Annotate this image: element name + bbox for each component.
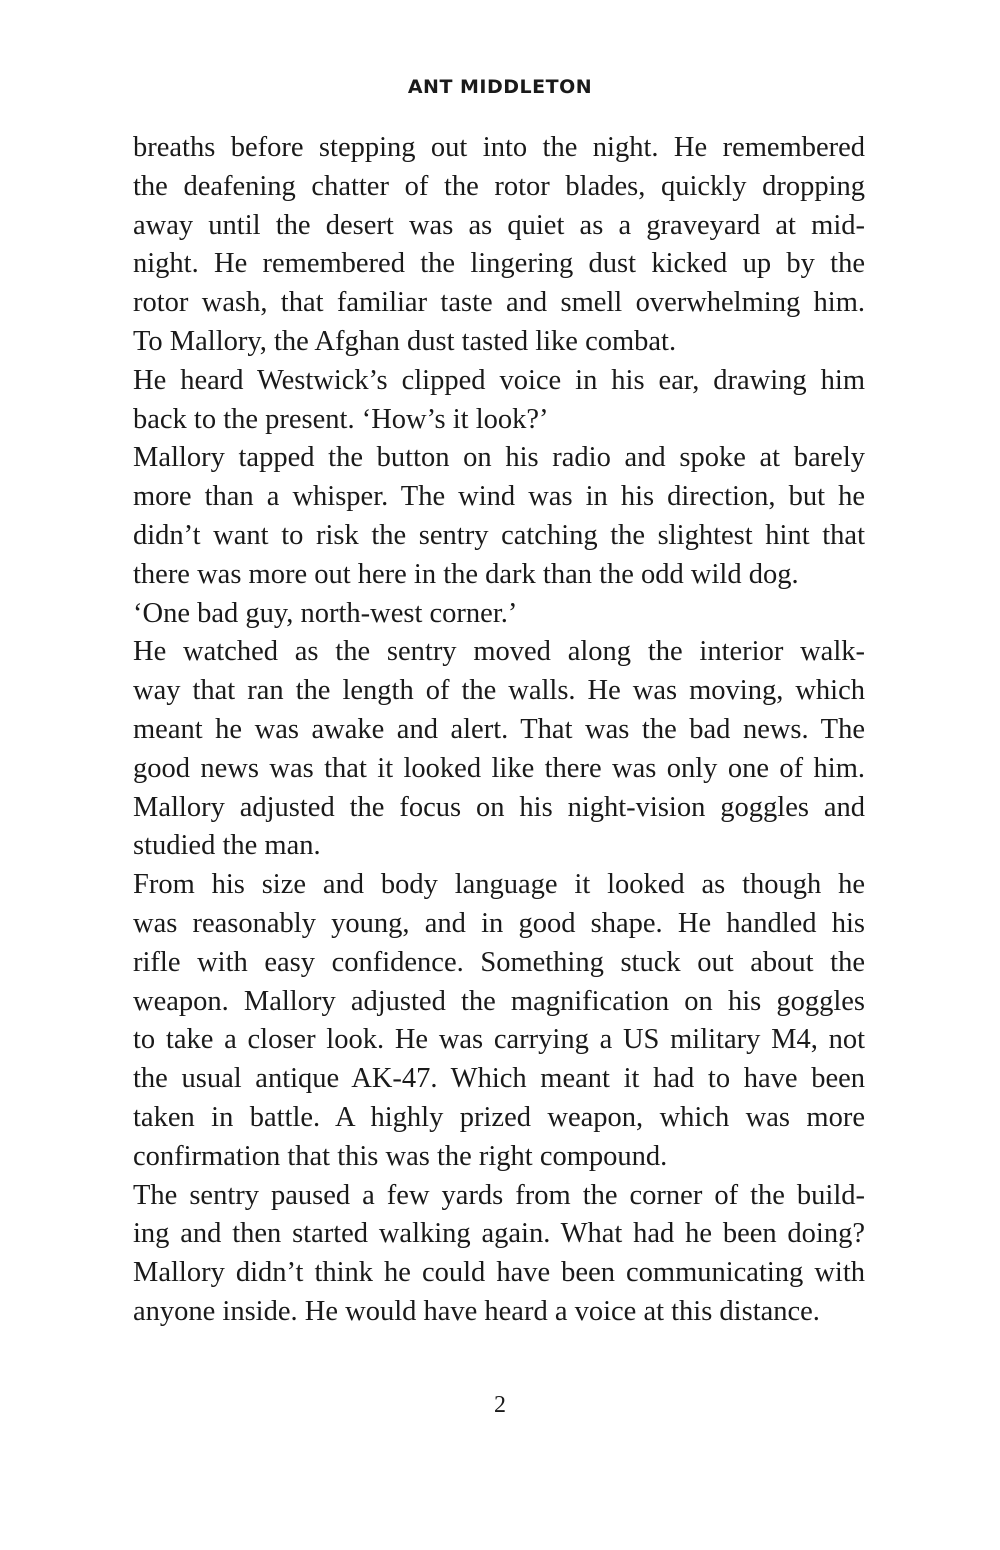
- page-number: 2: [494, 1392, 506, 1418]
- text-line: back to the present. ‘How’s it look?’: [133, 403, 549, 435]
- text-line: there was more out here in the dark than the odd wild dog.: [133, 558, 799, 590]
- text-line: rifle with easy confidence. Something stuck out about the: [133, 946, 865, 978]
- text-line: weapon. Mallory adjusted the magnification on his goggles: [133, 985, 865, 1017]
- text-line: taken in battle. A highly prized weapon, which was more: [133, 1101, 865, 1133]
- text-line: Mallory adjusted the focus on his night-vision goggles and: [133, 791, 865, 823]
- paragraph: [133, 1177, 865, 1332]
- text-line: anyone inside. He would have heard a voice at this distance.: [133, 1295, 820, 1327]
- text-line: good news was that it looked like there was only one of him.: [133, 752, 865, 784]
- text-line: breaths before stepping out into the night. He remembered: [133, 132, 865, 163]
- paragraph: [133, 439, 865, 594]
- text-line: the deafening chatter of the rotor blades, quickly dropping: [133, 170, 865, 202]
- paragraph: [133, 633, 865, 866]
- paragraph: [133, 866, 865, 1176]
- text-line: to take a closer look. He was carrying a US military M4, not: [133, 1024, 865, 1056]
- text-line: He heard Westwick’s clipped voice in his ear, drawing him: [133, 364, 865, 396]
- text-line: He watched as the sentry moved along the interior walk-: [133, 636, 865, 668]
- text-line: confirmation that this was the right compound.: [133, 1140, 668, 1172]
- running-head: ANT MIDDLETON: [407, 76, 593, 98]
- text-line: meant he was awake and alert. That was the bad news. The: [133, 713, 865, 745]
- text-line: night. He remembered the lingering dust kicked up by the: [133, 248, 865, 280]
- text-line: studied the man.: [133, 830, 321, 862]
- text-line: way that ran the length of the walls. He was moving, which: [133, 675, 865, 707]
- text-line: From his size and body language it looked as though he: [133, 869, 865, 901]
- text-line: ‘One bad guy, north-west corner.’: [133, 597, 518, 629]
- text-line: To Mallory, the Afghan dust tasted like combat.: [133, 325, 677, 357]
- text-line: Mallory didn’t think he could have been communicating with: [133, 1257, 865, 1289]
- paragraph: [133, 362, 865, 440]
- text-line: the usual antique AK-47. Which meant it had to have been: [133, 1063, 865, 1095]
- paragraph: [133, 595, 865, 634]
- text-line: rotor wash, that familiar taste and smell overwhelming him.: [133, 287, 865, 319]
- paragraph: [133, 129, 865, 362]
- body-text: [133, 129, 865, 1332]
- text-line: ing and then started walking again. What had he been doing?: [133, 1218, 865, 1250]
- text-line: Mallory tapped the button on his radio and spoke at barely: [133, 442, 865, 474]
- text-line: more than a whisper. The wind was in his direction, but he: [133, 481, 865, 513]
- text-line: away until the desert was as quiet as a graveyard at mid-: [133, 209, 865, 241]
- text-line: The sentry paused a few yards from the corner of the build-: [133, 1179, 865, 1211]
- text-line: didn’t want to risk the sentry catching the slightest hint that: [133, 519, 865, 551]
- text-line: was reasonably young, and in good shape. He handled his: [133, 907, 865, 939]
